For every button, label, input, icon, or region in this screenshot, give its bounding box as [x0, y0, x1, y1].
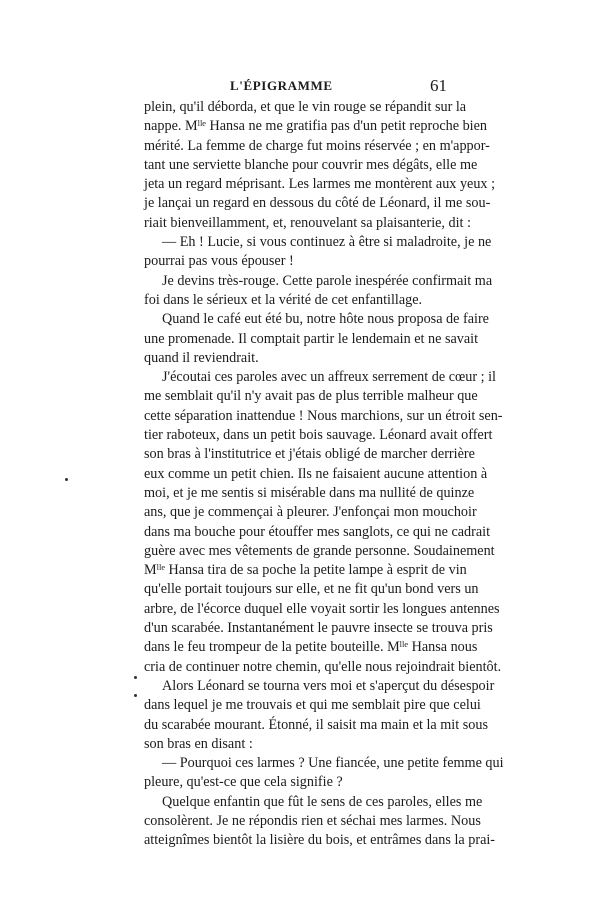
text-line: riait bienveillamment, et, renouvelant sa plaisanterie, dit :	[144, 214, 471, 231]
text-line: d'un scarabée. Instantanément le pauvre insecte se trouva pris	[144, 620, 493, 637]
margin-speck	[134, 676, 137, 679]
body-text	[144, 98, 504, 851]
text-line: son bras à l'institutrice et j'étais obligé de marcher derrière	[144, 446, 475, 463]
text-line: pourrai pas vous épouser !	[144, 253, 294, 270]
text-line: dans lequel je me trouvais et qui me semblait pire que celui	[144, 697, 481, 714]
text-line: — Pourquoi ces larmes ? Une fiancée, une petite femme qui	[162, 755, 504, 772]
text-line: foi dans le sérieux et la vérité de cet enfantillage.	[144, 291, 423, 308]
text-line: J'écoutai ces paroles avec un affreux serrement de cœur ; il	[162, 369, 496, 386]
text-line: cria de continuer notre chemin, qu'elle nous rejoindrait bientôt.	[144, 658, 502, 675]
text-line: jeta un regard méprisant. Les larmes me montèrent aux yeux ;	[144, 176, 496, 193]
text-line: Quand le café eut été bu, notre hôte nous proposa de faire	[162, 311, 489, 328]
text-line: ans, que je commençai à pleurer. J'enfonçai mon mouchoir	[144, 504, 477, 521]
text-line: quand il reviendrait.	[144, 349, 259, 366]
text-line: cette séparation inattendue ! Nous marchions, sur un étroit sen-	[144, 407, 503, 424]
text-line: Quelque enfantin que fût le sens de ces paroles, elles me	[162, 793, 483, 810]
text-line: du scarabée mourant. Étonné, il saisit ma main et la mit sous	[144, 716, 488, 733]
text-line: Mˡˡᵉ Hansa tira de sa poche la petite lampe à esprit de vin	[144, 562, 467, 579]
text-line: atteignîmes bientôt la lisière du bois, et entrâmes dans la prai-	[144, 832, 496, 849]
running-title: L'ÉPIGRAMME	[230, 78, 333, 93]
text-line: nappe. Mˡˡᵉ Hansa ne me gratifia pas d'un petit reproche bien	[144, 118, 488, 135]
running-head	[0, 76, 602, 96]
margin-speck	[65, 478, 68, 481]
text-line: arbre, de l'écorce duquel elle voyait sortir les longues antennes	[144, 600, 500, 617]
text-line: — Eh ! Lucie, si vous continuez à être si maladroite, je ne	[162, 234, 492, 251]
text-line: qu'elle portait toujours sur elle, et ne fit qu'un bond vers un	[144, 581, 479, 598]
text-line: guère avec mes vêtements de grande personne. Soudainement	[144, 542, 495, 559]
text-line: eux comme un petit chien. Ils ne faisaient aucune attention à	[144, 465, 488, 482]
page-number: 61	[430, 76, 447, 95]
text-line: Je devins très-rouge. Cette parole inespérée confirmait ma	[162, 272, 493, 289]
text-line: me semblait qu'il n'y avait pas de plus terrible malheur que	[144, 388, 478, 405]
text-line: pleure, qu'est-ce que cela signifie ?	[144, 774, 343, 791]
text-line: dans le feu trompeur de la petite bouteille. Mˡˡᵉ Hansa nous	[144, 639, 478, 656]
text-line: plein, qu'il déborda, et que le vin rouge se répandit sur la	[144, 99, 467, 115]
text-line: une promenade. Il comptait partir le lendemain et ne savait	[144, 330, 479, 347]
text-line: mérité. La femme de charge fut moins réservée ; en m'appor-	[144, 137, 490, 154]
text-line: moi, et je me sentis si misérable dans ma nullité de quinze	[144, 484, 475, 501]
text-line: Alors Léonard se tourna vers moi et s'aperçut du désespoir	[162, 677, 495, 694]
text-line: dans ma bouche pour étouffer mes sanglots, ce qui ne cadrait	[144, 523, 491, 540]
margin-speck	[134, 694, 137, 697]
text-line: consolèrent. Je ne répondis rien et séchai mes larmes. Nous	[144, 812, 481, 829]
text-line: tant une serviette blanche pour couvrir mes dégâts, elle me	[144, 156, 478, 173]
text-line: tier raboteux, dans un petit bois sauvage. Léonard avait offert	[144, 427, 493, 444]
text-line: je lançai un regard en dessous du côté de Léonard, il me sou-	[144, 195, 491, 212]
text-line: son bras en disant :	[144, 735, 253, 752]
